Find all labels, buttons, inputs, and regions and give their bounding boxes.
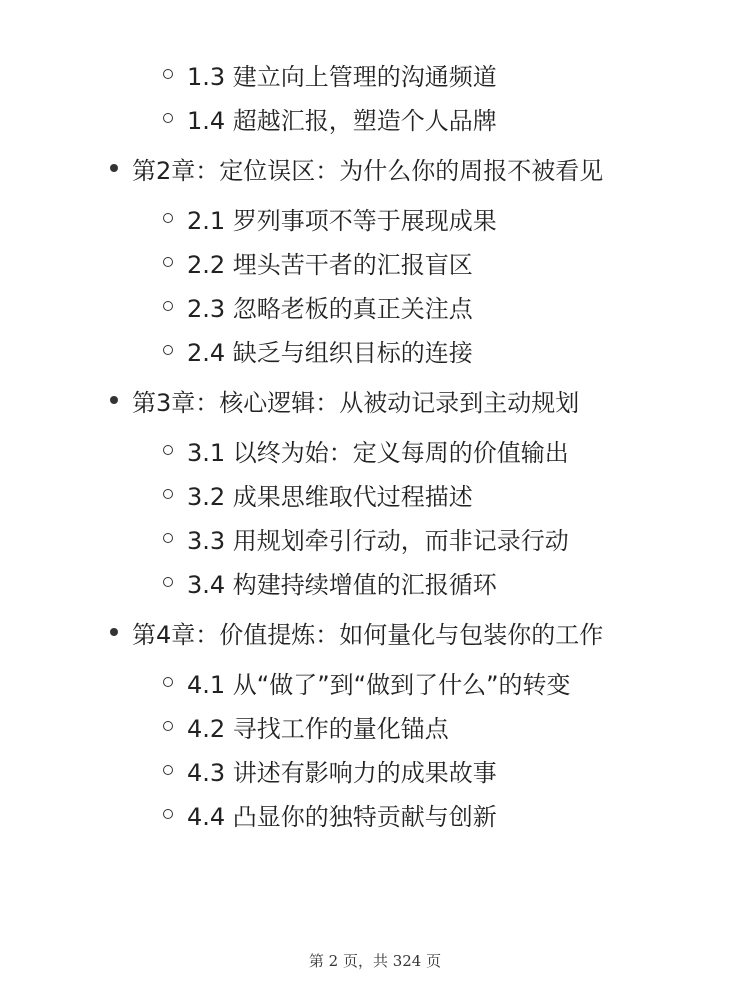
solid-bullet-icon bbox=[110, 164, 118, 172]
toc-item-4-4 bbox=[0, 792, 750, 836]
table-of-contents bbox=[0, 52, 750, 836]
hollow-bullet-icon bbox=[163, 577, 173, 587]
toc-item-text: 2.3 忽略老板的真正关注点 bbox=[187, 294, 473, 323]
toc-item-text: 3.2 成果思维取代过程描述 bbox=[187, 482, 473, 511]
hollow-bullet-icon bbox=[163, 809, 173, 819]
hollow-bullet-icon bbox=[163, 765, 173, 775]
toc-item-2-1 bbox=[0, 196, 750, 240]
toc-item-text: 3.4 构建持续增值的汇报循环 bbox=[187, 570, 497, 599]
toc-item-2-4 bbox=[0, 328, 750, 372]
toc-item-3-3 bbox=[0, 516, 750, 560]
toc-chapter-text: 第4章：价值提炼：如何量化与包装你的工作 bbox=[132, 620, 604, 649]
hollow-bullet-icon bbox=[163, 721, 173, 731]
toc-item-4-3 bbox=[0, 748, 750, 792]
toc-item-2-3 bbox=[0, 284, 750, 328]
toc-item-text: 1.3 建立向上管理的沟通频道 bbox=[187, 62, 497, 91]
toc-item-text: 2.2 埋头苦干者的汇报盲区 bbox=[187, 250, 473, 279]
hollow-bullet-icon bbox=[163, 113, 173, 123]
toc-item-3-4 bbox=[0, 560, 750, 604]
hollow-bullet-icon bbox=[163, 257, 173, 267]
toc-chapter-3 bbox=[0, 378, 750, 422]
toc-item-text: 2.1 罗列事项不等于展现成果 bbox=[187, 206, 497, 235]
toc-chapter-4 bbox=[0, 610, 750, 654]
toc-item-text: 1.4 超越汇报，塑造个人品牌 bbox=[187, 106, 497, 135]
toc-item-text: 4.2 寻找工作的量化锚点 bbox=[187, 714, 449, 743]
hollow-bullet-icon bbox=[163, 533, 173, 543]
toc-item-3-1 bbox=[0, 428, 750, 472]
page-number-footer: 第 2 页，共 324 页 bbox=[308, 952, 442, 970]
hollow-bullet-icon bbox=[163, 69, 173, 79]
hollow-bullet-icon bbox=[163, 489, 173, 499]
toc-item-1-4 bbox=[0, 96, 750, 140]
toc-item-text: 4.3 讲述有影响力的成果故事 bbox=[187, 758, 497, 787]
solid-bullet-icon bbox=[110, 628, 118, 636]
toc-item-text: 4.1 从“做了”到“做到了什么”的转变 bbox=[187, 670, 571, 699]
toc-item-text: 4.4 凸显你的独特贡献与创新 bbox=[187, 802, 497, 831]
hollow-bullet-icon bbox=[163, 213, 173, 223]
toc-item-text: 3.1 以终为始：定义每周的价值输出 bbox=[187, 438, 569, 467]
toc-chapter-text: 第3章：核心逻辑：从被动记录到主动规划 bbox=[132, 388, 580, 417]
toc-item-4-2 bbox=[0, 704, 750, 748]
toc-item-2-2 bbox=[0, 240, 750, 284]
hollow-bullet-icon bbox=[163, 445, 173, 455]
toc-chapter-text: 第2章：定位误区：为什么你的周报不被看见 bbox=[132, 156, 604, 185]
toc-chapter-2 bbox=[0, 146, 750, 190]
hollow-bullet-icon bbox=[163, 301, 173, 311]
solid-bullet-icon bbox=[110, 396, 118, 404]
hollow-bullet-icon bbox=[163, 345, 173, 355]
toc-item-text: 2.4 缺乏与组织目标的连接 bbox=[187, 338, 473, 367]
toc-item-4-1 bbox=[0, 660, 750, 704]
toc-item-text: 3.3 用规划牵引行动，而非记录行动 bbox=[187, 526, 569, 555]
toc-item-3-2 bbox=[0, 472, 750, 516]
hollow-bullet-icon bbox=[163, 677, 173, 687]
toc-item-1-3 bbox=[0, 52, 750, 96]
